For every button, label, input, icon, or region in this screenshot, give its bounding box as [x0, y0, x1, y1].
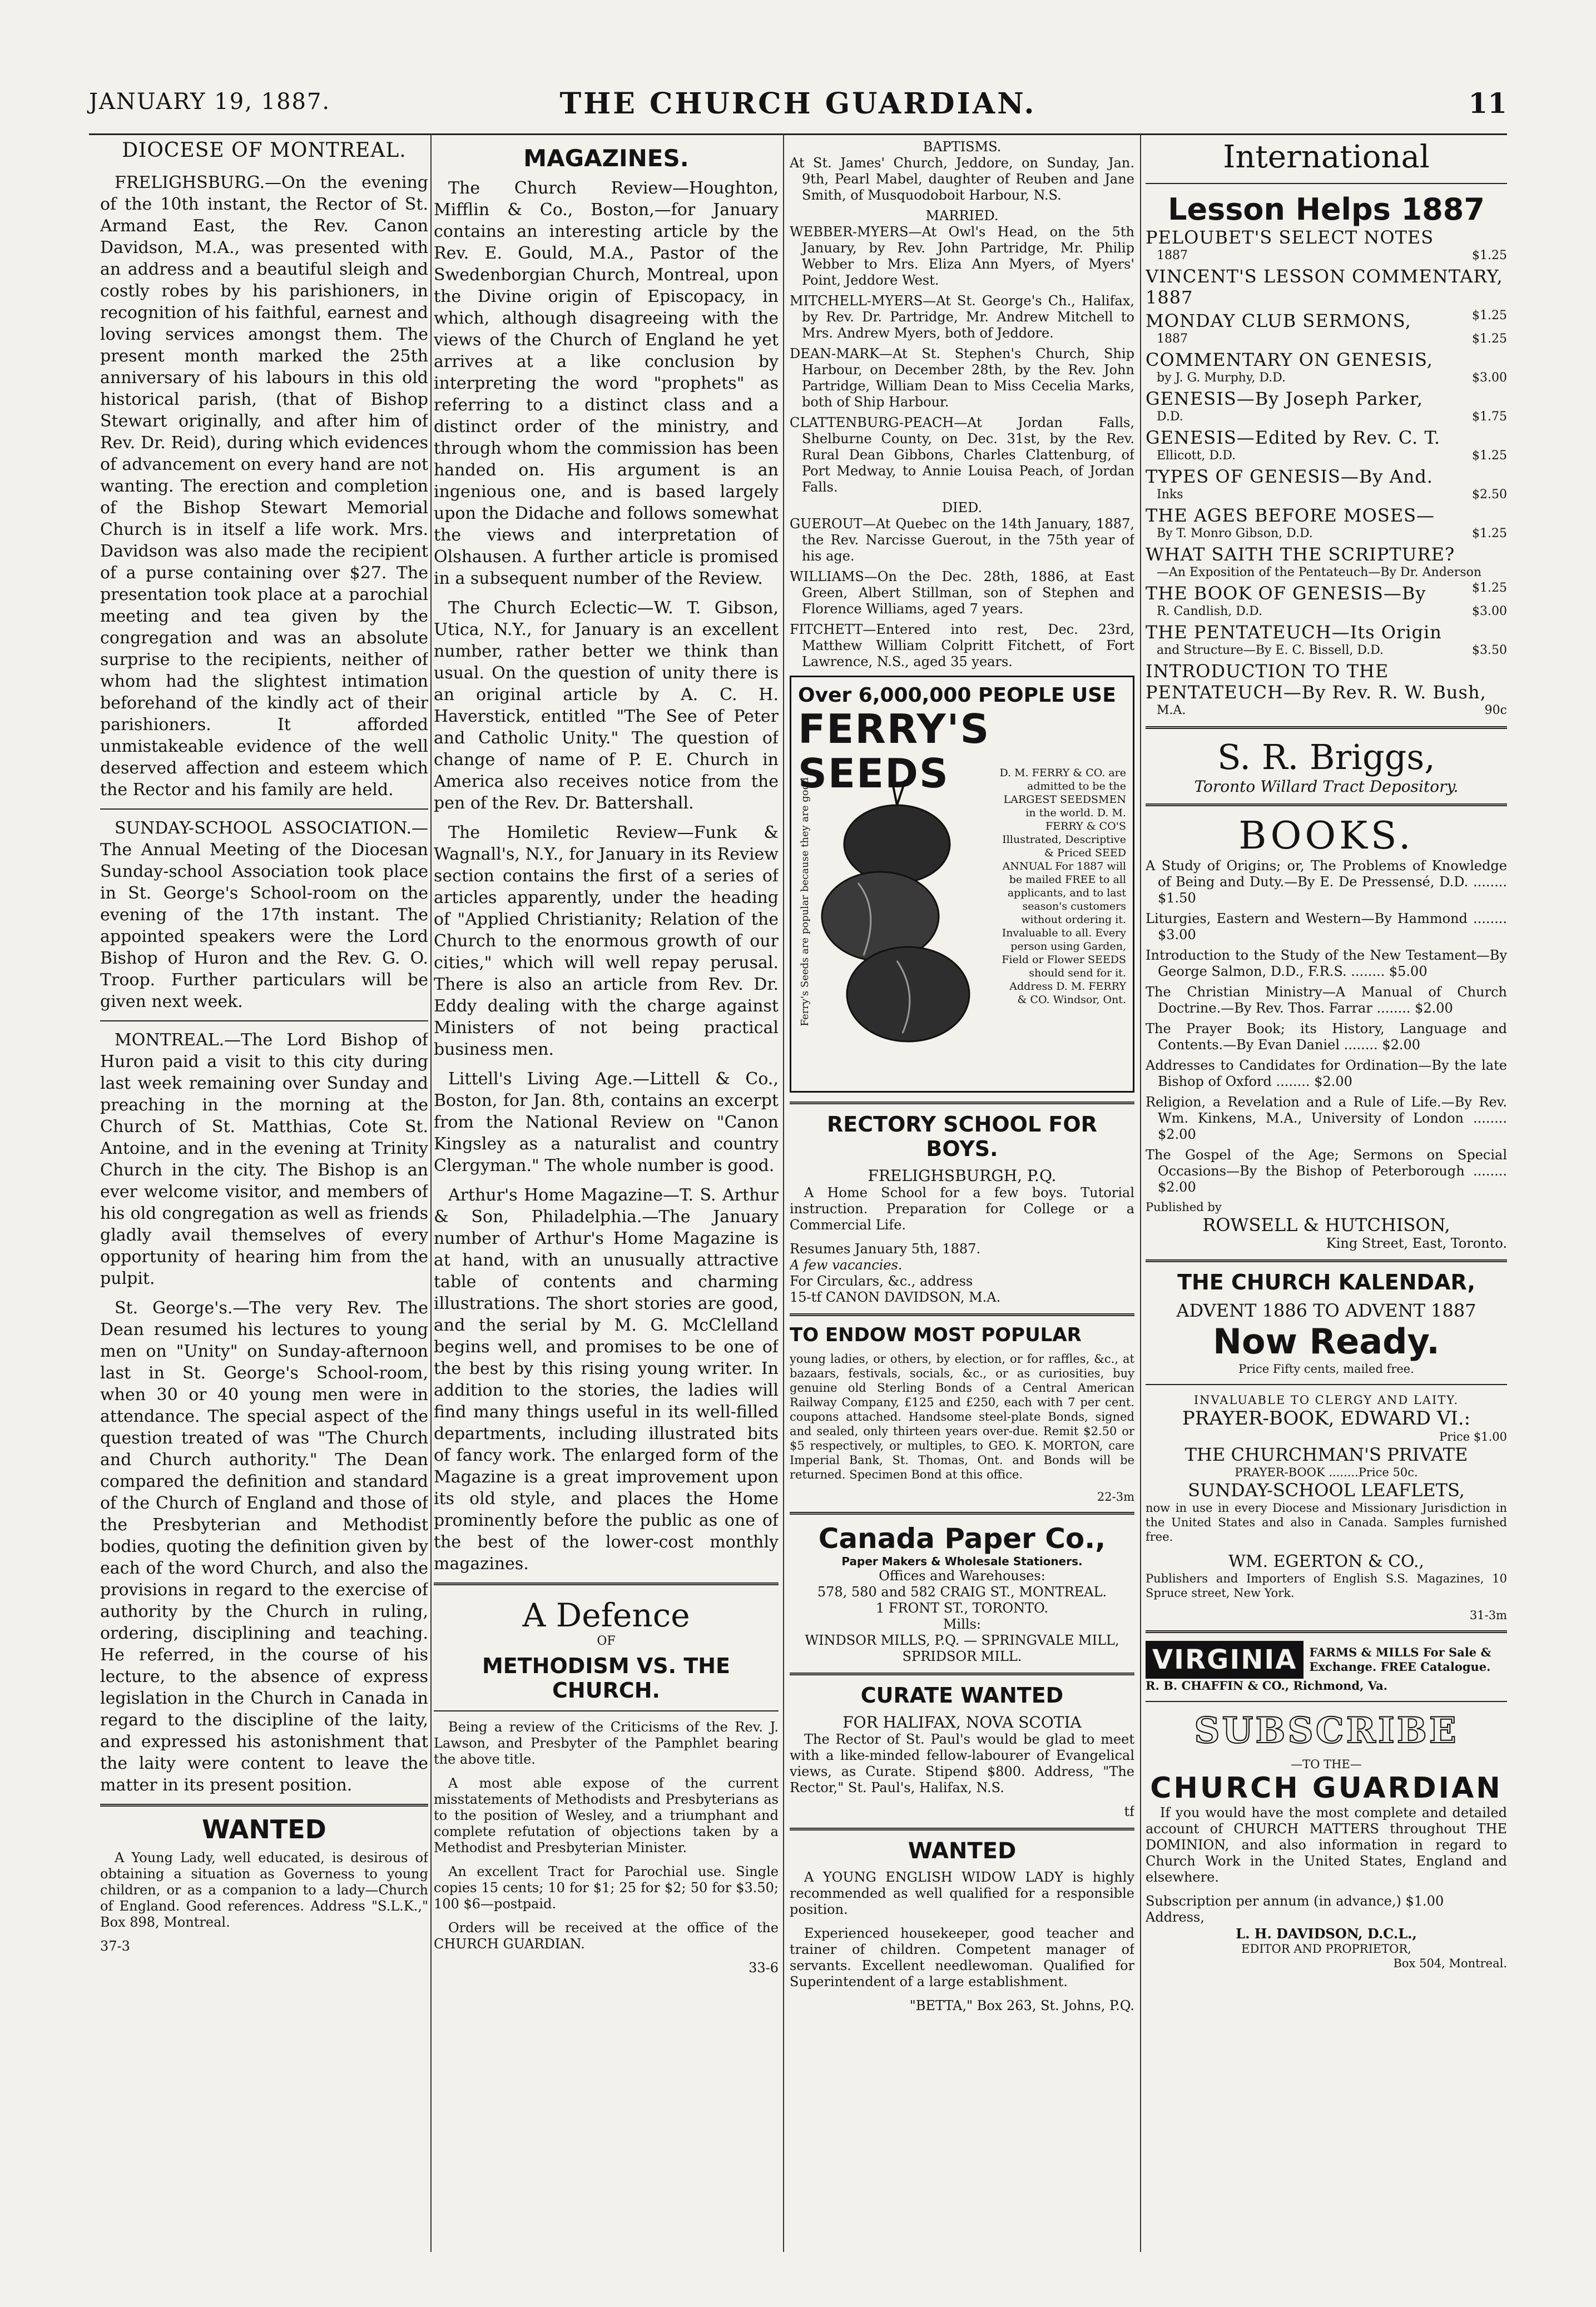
lesson-help-price: $1.25	[1472, 332, 1507, 346]
canada-paper-sub: Paper Makers & Wholesale Stationers.	[841, 1555, 1083, 1568]
rectory-school-title: RECTORY SCHOOL FOR BOYS.	[827, 1112, 1097, 1161]
canada-paper-offices: Offices and Warehouses:	[879, 1568, 1045, 1584]
page-number: 11	[1468, 87, 1507, 120]
leaflets-title: SUNDAY-SCHOOL LEAFLETS,	[1188, 1480, 1465, 1501]
virginia-ad	[1146, 1641, 1507, 1679]
curate-place: FOR HALIFAX, NOVA SCOTIA	[842, 1713, 1082, 1732]
lesson-help-title: GENESIS—By Joseph Parker,	[1146, 388, 1423, 409]
publisher-name: ROWSELL & HUTCHISON,	[1202, 1214, 1450, 1236]
book-listing: Addresses to Candidates for Ordination—By the late Bishop of Oxford ........ $2.00	[1146, 1058, 1507, 1089]
lesson-help-detail	[1146, 604, 1507, 619]
book-listing: The Gospel of the Age; Sermons on Special Occasions—By the Bishop of Peterborough ........ $2.00	[1146, 1147, 1507, 1195]
lesson-helps-list	[1146, 227, 1507, 718]
lesson-help-price: $1.25	[1472, 449, 1507, 463]
marriage-entry: CLATTENBURG-PEACH—At Jordan Falls, Shelburne County, on Dec. 31st, by the Rev. Rural Dean Gibbons, Charles Clattenburg, of Port Medway, to Annie Louisa Peach, of Jordan Falls.	[790, 415, 1134, 495]
lesson-help-detail	[1146, 370, 1507, 386]
lesson-help-author: R. Candlish, D.D.	[1157, 604, 1262, 618]
rectory-vacancies: A few vacancies.	[790, 1257, 903, 1273]
lesson-help-author: 1887	[1157, 332, 1188, 346]
address-label: Address,	[1146, 1909, 1205, 1925]
endow-text: young ladies, or others, by election, or for raffles, &c., at bazaars, festivals, socials, &c., or as curiosities, buy genuine old Sterling Bonds of a Central American Railway Company, £125 and £250, each with 7 per cent. coupons attached. Handsome steel-plate Bonds, signed and sealed, only thirteen years over-due. Remit $2.50 or $5 respectively, or multiples, to GEO. K. MORTON, care Imperial Bank, St. Thomas, Ont. and Bonds will be returned. Specimen Bond at this office.	[790, 1352, 1134, 1481]
review-arthurs: Arthur's Home Magazine—T. S. Arthur & Son, Philadelphia.—The January number of Arthur's Home Magazine is at hand, with an unusually attractive table of contents and charming illustrations. The short stories are good, and the serial by M. G. McClelland begins well, and promises to be one of the best by this rising young writer. In addition to the stories, the ladies will find many things useful in its well-filled departments, including illustrated bits of fancy work. The enlarged form of the Magazine is a great improvement upon its old style, and places the Home prominently before the public as one of the best of the lower-cost monthly magazines.	[434, 1185, 779, 1574]
lesson-help-price: 90c	[1484, 703, 1507, 717]
wanted-text: A YOUNG ENGLISH WIDOW LADY is highly recommended as well qualified for a responsible position.	[790, 1869, 1134, 1917]
onions-illustration-icon	[814, 772, 980, 1061]
death-entry: GUEROUT—At Quebec on the 14th January, 1887, the Rev. Narcisse Guerout, in the 75th year of his age.	[790, 516, 1134, 564]
lesson-help-detail	[1146, 409, 1507, 425]
book-listing: Liturgies, Eastern and Western—By Hammond ........ $3.00	[1146, 911, 1507, 942]
lesson-help-detail	[1146, 487, 1507, 503]
marriage-entry: MITCHELL-MYERS—At St. George's Ch., Halifax, by Rev. Dr. Partridge, Mr. Andrew Mitchell to Mrs. Andrew Myers, both of Jeddore.	[790, 293, 1134, 341]
divider	[100, 1804, 428, 1807]
virginia-banner: VIRGINIA	[1146, 1641, 1303, 1679]
lesson-help-detail	[1146, 526, 1507, 542]
intl-title: International	[1223, 139, 1430, 175]
column-ads	[1146, 139, 1507, 2246]
defence-text: Orders will be received at the office of the CHURCH GUARDIAN.	[434, 1920, 779, 1952]
lesson-help-title: COMMENTARY ON GENESIS,	[1146, 349, 1433, 370]
kalendar-title: THE CHURCH KALENDAR,	[1177, 1270, 1475, 1294]
rectory-address-label: For Circulars, &c., address	[790, 1273, 973, 1289]
lesson-help-author: Ellicott, D.D.	[1157, 449, 1236, 463]
defence-text: Being a review of the Criticisms of the Rev. J. Lawson, and Presbyter of the Pamphlet bearing the above title.	[434, 1719, 779, 1767]
lesson-help-detail	[1146, 643, 1507, 658]
ferry-top-line: Over 6,000,000 PEOPLE USE	[798, 684, 1116, 707]
column-rule	[783, 133, 784, 2252]
death-entry: FITCHETT—Entered into rest, Dec. 23rd, Matthew William Colpritt Fitchett, of Fort Lawrence, N.S., aged 35 years.	[790, 622, 1134, 669]
section-heading: DIOCESE OF MONTREAL.	[122, 139, 407, 162]
now-ready: Now Ready.	[1213, 1321, 1440, 1362]
editor-box: Box 504, Montreal.	[1393, 1957, 1507, 1970]
briggs-name: S. R. Briggs,	[1217, 737, 1435, 777]
canada-paper-addr: 578, 580 and 582 CRAIG ST., MONTREAL.	[817, 1584, 1107, 1600]
egerton-text: Publishers and Importers of English S.S. Magazines, 10 Spruce street, New York.	[1146, 1572, 1507, 1600]
section-heading: MAGAZINES.	[523, 145, 689, 172]
lesson-help-author: by J. G. Murphy, D.D.	[1157, 371, 1286, 385]
review-homiletic: The Homiletic Review—Funk & Wagnall's, N.Y., for January in its Review section contains the first of a series of articles apparently, under the heading of "Applied Christianity; Relation of the Church to the enormous growth of our cities," which will well repay perusal. There is also an article from Rev. Dr. Eddy dealing with the charge against Ministers of not being practical business men.	[434, 823, 779, 1059]
endow-title: TO ENDOW MOST POPULAR	[790, 1324, 1082, 1346]
defence-title: A Defence	[522, 1596, 690, 1634]
ferry-vertical-text: Ferry's Seeds are popular because they are good	[799, 777, 811, 1026]
prayer-book-title: PRAYER-BOOK, EDWARD VI.:	[1182, 1407, 1471, 1430]
ferry-headline: FERRY'S SEEDS	[798, 706, 990, 797]
lesson-help-detail	[1146, 248, 1507, 264]
masthead	[89, 83, 1507, 135]
wanted-list: Experienced housekeeper, good teacher and trainer of children. Competent manager of servants. Excellent needlewoman. Qualified for Superintendent of a large establishment.	[790, 1926, 1134, 1990]
canada-paper-addr: 1 FRONT ST., TORONTO.	[875, 1600, 1049, 1616]
now-ready-price: Price Fifty cents, mailed free.	[1238, 1362, 1414, 1376]
book-listing: A Study of Origins; or, The Problems of Knowledge of Being and Duty.—By E. De Pressensé, D.D. ........ $1.50	[1146, 858, 1507, 906]
publisher-address: King Street, East, Toronto.	[1326, 1236, 1507, 1251]
lesson-help-title: PELOUBET'S SELECT NOTES	[1146, 227, 1434, 248]
lesson-help-title: TYPES OF GENESIS—By And.	[1146, 466, 1433, 487]
curate-title: CURATE WANTED	[860, 1683, 1064, 1708]
lesson-help-price: $1.25	[1472, 309, 1507, 323]
lesson-help-title: VINCENT'S LESSON COMMENTARY, 1887	[1146, 266, 1503, 308]
book-listing: The Christian Ministry—A Manual of Church Doctrine.—By Rev. Thos. Farrar ........ $2.00	[1146, 984, 1507, 1016]
churchman-title: THE CHURCHMAN'S PRIVATE	[1184, 1444, 1468, 1465]
rectory-resumes: Resumes January 5th, 1887.	[790, 1241, 981, 1257]
lesson-help-title: MONDAY CLUB SERMONS,	[1146, 310, 1411, 331]
lesson-help-title: THE AGES BEFORE MOSES—	[1146, 505, 1435, 526]
books-list	[1146, 858, 1507, 1195]
lesson-help-author: 1887	[1157, 249, 1188, 262]
lesson-help-price: $1.25	[1472, 249, 1507, 262]
review-church-review: The Church Review—Houghton, Mifflin & Co., Boston,—for January contains an interesting article by the Rev. E. Gould, M.A., Pastor of the Swedenborgian Church, Montreal, upon the Divine origin of Episcopacy, in which, although disagreeing with the views of the Church of England he yet arrives at a like conclusion by interpreting the word "prophets" as referring to a distinct class and a distinct order of the ministry, and through whom the commission has been handed on. His argument is an ingenious one, and is based largely upon the Didache and follows somewhat the views and interpretation of Olshausen. A further article is promised in a subsequent number of the Review.	[434, 178, 779, 588]
issue-date: JANUARY 19, 1887.	[89, 89, 331, 115]
virginia-address: R. B. CHAFFIN & CO., Richmond, Va.	[1146, 1679, 1387, 1693]
lesson-help-title: THE BOOK OF GENESIS—By	[1146, 583, 1426, 604]
ad-code: tf	[1124, 1804, 1134, 1819]
lesson-help-title: GENESIS—Edited by Rev. C. T.	[1146, 427, 1441, 448]
lesson-help-title: THE PENTATEUCH—Its Origin	[1146, 622, 1442, 643]
married-heading: MARRIED.	[925, 208, 999, 224]
lesson-help-title: INTRODUCTION TO THE PENTATEUCH—By Rev. R. W. Bush,	[1146, 661, 1486, 703]
kalendar-sub: ADVENT 1886 TO ADVENT 1887	[1176, 1300, 1476, 1321]
divider	[790, 1673, 1134, 1675]
to-the-label: —TO THE—	[1291, 1758, 1362, 1771]
article-sunday-school: SUNDAY-SCHOOL ASSOCIATION.—The Annual Meeting of the Diocesan Sunday-school Association took place in St. George's School-room on the evening of the 17th instant. The appointed speakers were the Lord Bishop of Huron and the Rev. G. O. Troop. Further particulars will be given next week.	[100, 818, 428, 1011]
lesson-help-author: By T. Monro Gibson, D.D.	[1157, 527, 1313, 540]
curate-text: The Rector of St. Paul's would be glad to meet with a like-minded fellow-labourer of Evangelical views, as Curate. Stipend $800. Address, "The Rector," St. Paul's, Halifax, N.S.	[790, 1732, 1134, 1795]
lesson-help-detail	[1146, 703, 1507, 718]
article-st-georges: St. George's.—The very Rev. The Dean resumed his lectures to young men on "Unity" on Sunday-afternoon last in St. George's School-room, when 30 or 40 young men were in attendance. The special aspect of the question treated of was "The Church and Church authority." The Dean compared the definition and standard of the Church of England and those of the Presbyterian and Methodist bodies, quoting the definition given by each of the word Church, and also the provisions in regard to the exercise of authority by the Church in ruling, ordering, disciplining and teaching. He referred, in the course of his lecture, to the absence of express legislation in the Church in Canada in regard to the discipline of the laity, and expressed his astonishment that the laity were content to leave the matter in its present position.	[100, 1298, 428, 1795]
column-diocese	[100, 139, 428, 2246]
review-littells: Littell's Living Age.—Littell & Co., Boston, for Jan. 8th, contains an excerpt from the National Review on "Canon Kingsley as a naturalist and country Clergyman." The whole number is good.	[434, 1069, 779, 1175]
ferry-seeds-ad	[790, 676, 1134, 1093]
newspaper-title: THE CHURCH GUARDIAN.	[559, 87, 1037, 121]
death-entry: WILLIAMS—On the Dec. 28th, 1886, at East Green, Albert Stillman, son of Stephen and Florence Williams, aged 7 years.	[790, 569, 1134, 617]
editor-name: L. H. DAVIDSON, D.C.L.,	[1236, 1926, 1417, 1942]
subscribe-heading: SUBSCRIBE	[1194, 1710, 1459, 1752]
lesson-help-author: M.A.	[1157, 703, 1186, 717]
wanted-heading: WANTED	[908, 1838, 1017, 1864]
marriage-entry: DEAN-MARK—At St. Stephen's Church, Ship Harbour, on December 28th, by the Rev. John Partridge, William Dean to Miss Cecelia Marks, both of Ship Harbour.	[790, 346, 1134, 410]
lesson-help-price: $1.25	[1472, 527, 1507, 540]
leaflets-text: now in use in every Diocese and Missionary Jurisdiction in the United States and also in Canada. Samples furnished free.	[1146, 1501, 1507, 1544]
marriage-entry: WEBBER-MYERS—At Owl's Head, on the 5th January, by Rev. John Partridge, Mr. Philip Webber to Mrs. Eliza Ann Myers, of Myers' Point, Jeddore West.	[790, 224, 1134, 288]
defence-text: A most able expose of the current misstatements of Methodists and Presbyterians as to the position of Wesley, and a triumphant and complete refutation of objections taken by a Methodist and Presbyterian Minister.	[434, 1775, 779, 1855]
defence-of: OF	[597, 1634, 616, 1648]
editor-title: EDITOR AND PROPRIETOR,	[1241, 1942, 1411, 1956]
lesson-help-author: and Structure—By E. C. Bissell, D.D.	[1157, 643, 1384, 657]
column-rule	[1140, 133, 1141, 2252]
defence-text: An excellent Tract for Parochial use. Single copies 15 cents; 10 for $1; 25 for $2; 50 for $3.50; 100 $6—postpaid.	[434, 1864, 779, 1912]
canada-paper-title: Canada Paper Co.,	[818, 1522, 1106, 1555]
review-church-eclectic: The Church Eclectic—W. T. Gibson, Utica, N.Y., for January is an excellent number, rather better we think than usual. On the question of unity there is an original article by A. C. H. Haverstick, entitled "The See of Peter and Catholic Unity." The question of change of name of P. E. Church in America also receives notice from the pen of the Rev. Dr. Battershall.	[434, 598, 779, 813]
divider	[434, 1582, 779, 1585]
baptisms-heading: BAPTISMS.	[923, 139, 1002, 155]
invaluable-label: INVALUABLE TO CLERGY AND LAITY.	[1193, 1393, 1459, 1407]
lesson-help-detail	[1146, 448, 1507, 464]
divider	[790, 1828, 1134, 1830]
books-heading: BOOKS.	[1238, 814, 1414, 858]
lesson-help-price: $1.75	[1472, 410, 1507, 424]
divider	[1146, 1630, 1507, 1633]
lesson-help-author: D.D.	[1157, 410, 1183, 424]
virginia-side-text: FARMS & MILLS For Sale & Exchange. FREE Catalogue.	[1309, 1645, 1491, 1674]
prayer-book-price: Price $1.00	[1439, 1430, 1507, 1443]
died-heading: DIED.	[941, 500, 983, 515]
lesson-help-detail	[1146, 331, 1507, 347]
divider	[790, 1313, 1134, 1316]
ad-code: 33-6	[749, 1960, 779, 1976]
divider	[790, 1102, 1134, 1104]
wanted-address: "BETTA," Box 263, St. Johns, P.Q.	[909, 1998, 1134, 2013]
subscribe-text: If you would have the most complete and detailed account of CHURCH MATTERS throughout THE DOMINION, and also information in regard to Church Work in the United States, England and elsewhere.	[1146, 1805, 1507, 1885]
lesson-help-author: Inks	[1157, 488, 1183, 502]
canada-paper-mills: WINDSOR MILLS, P.Q. — SPRINGVALE MILL, SPRIDSOR MILL.	[805, 1633, 1119, 1664]
book-listing: Introduction to the Study of the New Testament—By George Salmon, D.D., F.R.S. ........ $5.00	[1146, 947, 1507, 979]
rectory-text: A Home School for a few boys. Tutorial instruction. Preparation for College or a Commercial Life.	[790, 1185, 1134, 1233]
book-listing: Religion, a Revelation and a Rule of Life.—By Rev. Wm. Kinkens, M.A., University of London ........ $2.00	[1146, 1094, 1507, 1142]
subscription-price: Subscription per annum (in advance,) $1.00	[1146, 1893, 1444, 1909]
column-magazines	[434, 139, 779, 2246]
book-listing: The Prayer Book; its History, Language and Contents.—By Evan Daniel ........ $2.00	[1146, 1021, 1507, 1053]
divider	[434, 1710, 779, 1711]
divider	[1146, 803, 1507, 806]
baptism-entry: At St. James' Church, Jeddore, on Sunday, Jan. 9th, Pearl Mabel, daughter of Reuben and Jane Smith, of Musquodoboit Harbour, N.S.	[790, 155, 1134, 203]
lesson-help-price: $1.25	[1472, 581, 1507, 595]
column-notices	[790, 139, 1134, 2246]
divider	[1146, 183, 1507, 184]
rectory-signature: 15-tf CANON DAVIDSON, M.A.	[790, 1289, 1001, 1305]
lesson-help-price: $2.50	[1472, 488, 1507, 502]
divider	[1146, 1701, 1507, 1702]
column-rule	[430, 133, 432, 2252]
lesson-help-price: $3.00	[1472, 604, 1507, 618]
wanted-heading: WANTED	[202, 1814, 326, 1844]
publisher-label: Published by	[1146, 1200, 1222, 1214]
divider	[100, 1020, 428, 1021]
lesson-help-author: —An Exposition of the Pentateuch—By Dr. Anderson	[1157, 565, 1482, 579]
divider	[1146, 1259, 1507, 1262]
canada-paper-mills-label: Mills:	[943, 1616, 981, 1632]
intl-subtitle: Lesson Helps 1887	[1168, 192, 1485, 227]
church-guardian-name: CHURCH GUARDIAN	[1150, 1772, 1503, 1805]
wanted-ad-text: A Young Lady, well educated, is desirous of obtaining a situation as Governess to young children, or as a companion to a lady—Church of England. Good references. Address "S.L.K.," Box 898, Montreal.	[100, 1850, 428, 1930]
lesson-help-price: $3.00	[1472, 371, 1507, 385]
ad-code: 22-3m	[1097, 1490, 1134, 1504]
divider	[790, 1512, 1134, 1515]
ad-code: 31-3m	[1469, 1609, 1507, 1622]
briggs-sub: Toronto Willard Tract Depository.	[1194, 777, 1459, 796]
egerton-name: WM. EGERTON & CO.,	[1228, 1552, 1424, 1571]
rectory-place: FRELIGHSBURGH, P.Q.	[868, 1167, 1057, 1185]
article-frelighsburg: FRELIGHSBURG.—On the evening of the 10th instant, the Rector of St. Armand East, the Rev. Canon Davidson, M.A., was presented with an address and a beautiful sleigh and costly robes by his parishioners, in recognition of his faithful, earnest and loving services amongst them. The present month marked the 25th anniversary of his labours in this old historical parish, (that of Bishop Stewart originally, and after him of Rev. Dr. Reid), during which evidences of advancement on every hand are not wanting. The erection and completion of the Bishop Stewart Memorial Church is in itself a life work. Mrs. Davidson was also made the recipient of a purse containing over $27. The presentation took place at a parochial meeting and tea given by the congregation and was an absolute surprise to the recipients, neither of whom had the slightest intimation beforehand of the kindly act of their parishioners. It afforded unmistakeable evidence of the well deserved affection and esteem which the Rector and his family are held.	[100, 173, 428, 800]
divider	[1146, 1384, 1507, 1385]
ferry-side-text: D. M. FERRY & CO. are admitted to be the LARGEST SEEDSMEN in the world. D. M. FERRY & CO'S Illustrated, Descriptive & Priced SEED ANNUAL For 1887 will be mailed FREE to all applicants, and to last season's customers without ordering it. Invaluable to all. Every person using Garden, Field or Flower SEEDS should send for it. Address D. M. FERRY & CO. Windsor, Ont.	[999, 767, 1126, 1006]
lesson-help-title: WHAT SAITH THE SCRIPTURE?	[1146, 544, 1455, 565]
ad-code: 37-3	[100, 1938, 130, 1954]
lesson-help-price: $3.50	[1472, 643, 1507, 657]
defence-subtitle: METHODISM VS. THE CHURCH.	[482, 1654, 731, 1703]
divider	[1146, 726, 1507, 729]
churchman-sub: PRAYER-BOOK ........Price 50c.	[1235, 1466, 1418, 1479]
article-montreal: MONTREAL.—The Lord Bishop of Huron paid a visit to this city during last week remaining over Sunday and preaching in the morning at the Church of St. Matthias, Cote St. Antoine, and in the evening at Trinity Church in the city. The Bishop is an ever welcome visitor, and members of his old congregation as well as friends gladly avail themselves of every opportunity of hearing him from the pulpit.	[100, 1030, 428, 1288]
divider	[100, 808, 428, 810]
